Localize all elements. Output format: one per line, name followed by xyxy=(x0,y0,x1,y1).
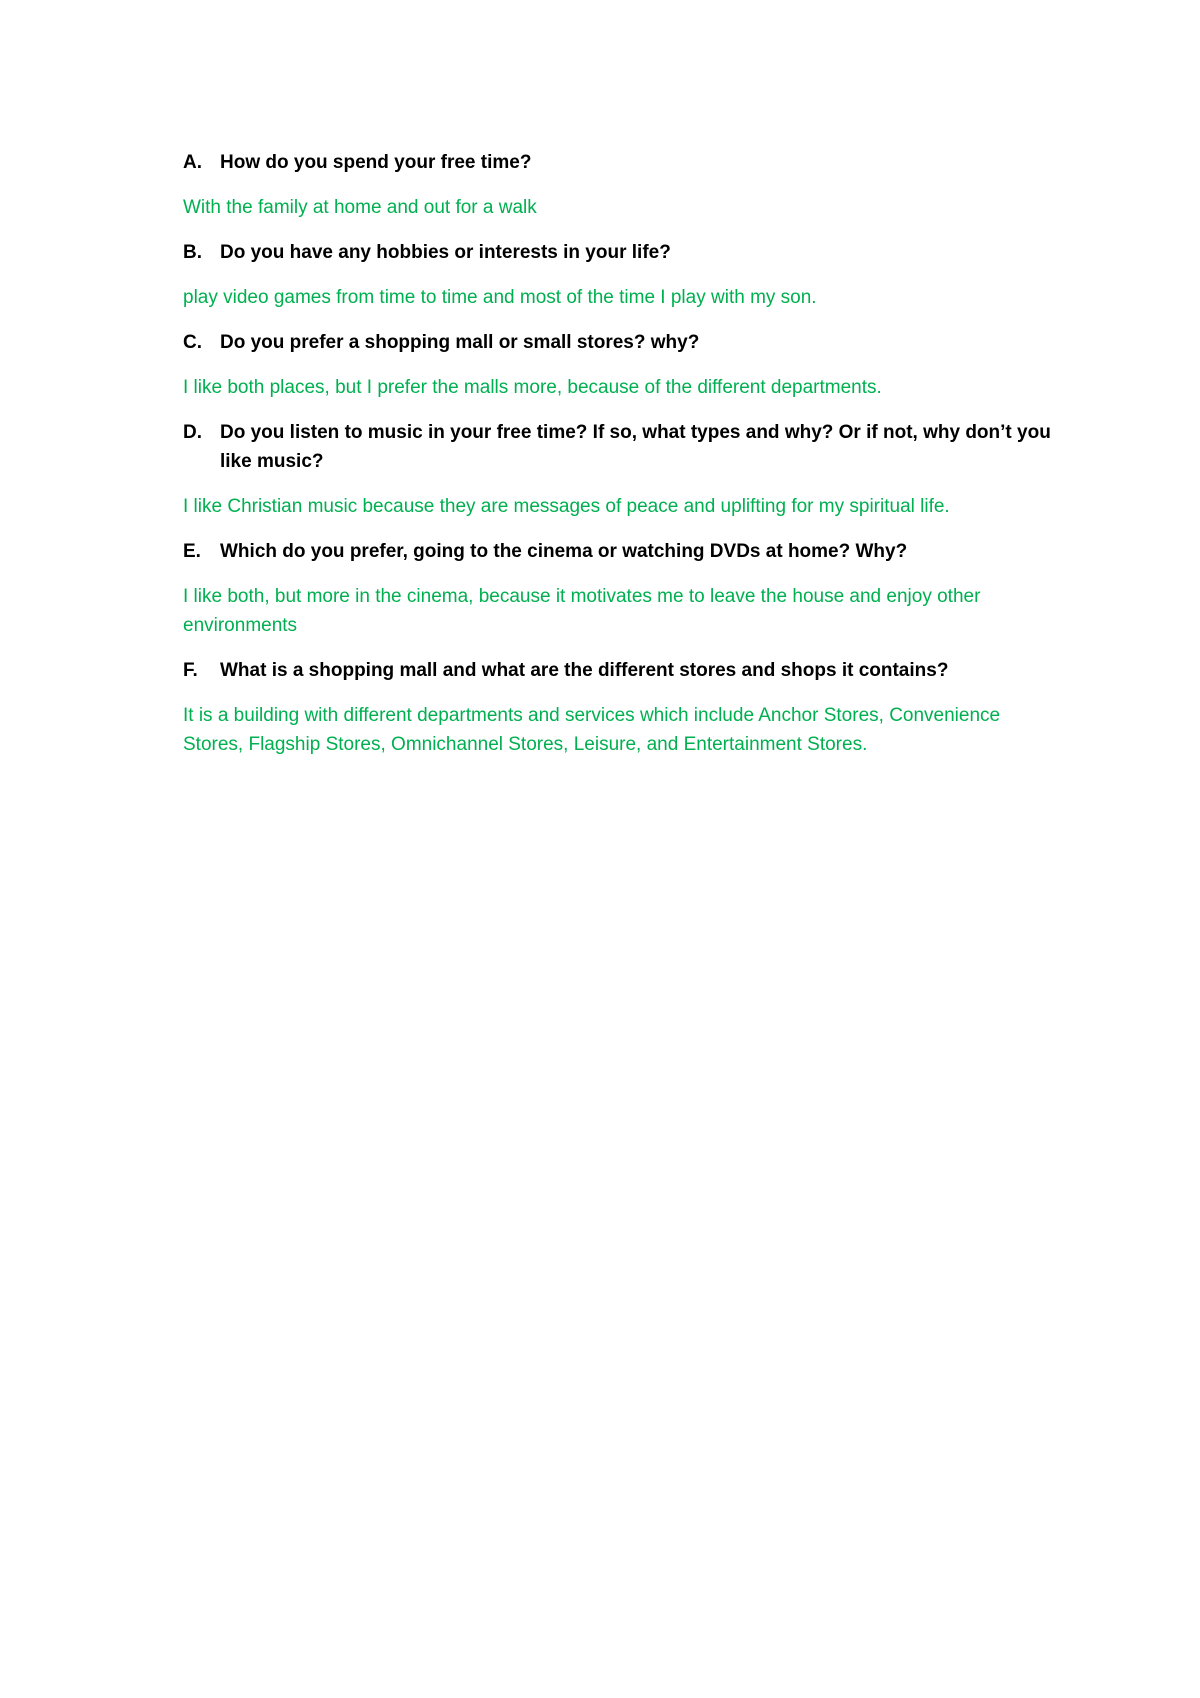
question-item-b xyxy=(183,238,1063,312)
question-letter: F. xyxy=(183,660,198,681)
questionnaire xyxy=(183,148,1063,775)
question-e xyxy=(183,537,1063,566)
question-letter: B. xyxy=(183,242,202,263)
question-item-f xyxy=(183,656,1063,759)
question-item-c xyxy=(183,328,1063,402)
answer-b: play video games from time to time and most of the time I play with my son. xyxy=(183,287,817,308)
question-letter: C. xyxy=(183,332,202,353)
question-text: Do you listen to music in your free time? If so, what types and why? Or if not, why don’t you like music? xyxy=(220,422,1051,472)
answer-d: I like Christian music because they are messages of peace and uplifting for my spiritual life. xyxy=(183,496,950,517)
question-d xyxy=(183,418,1063,476)
question-letter: D. xyxy=(183,422,202,443)
question-text: What is a shopping mall and what are the different stores and shops it contains? xyxy=(220,660,949,681)
question-item-a xyxy=(183,148,1063,222)
question-b xyxy=(183,238,1063,267)
question-a xyxy=(183,148,1063,177)
answer-c: I like both places, but I prefer the malls more, because of the different departments. xyxy=(183,377,882,398)
question-letter: E. xyxy=(183,541,201,562)
question-text: Do you prefer a shopping mall or small stores? why? xyxy=(220,332,700,353)
answer-e: I like both, but more in the cinema, because it motivates me to leave the house and enjoy other environments xyxy=(183,586,981,636)
question-f xyxy=(183,656,1063,685)
question-item-d xyxy=(183,418,1063,521)
answer-f: It is a building with different departments and services which include Anchor Stores, Convenience Stores, Flagship Stores, Omnichannel Stores, Leisure, and Entertainment Stores. xyxy=(183,705,1001,755)
question-text: How do you spend your free time? xyxy=(220,152,532,173)
question-text: Which do you prefer, going to the cinema or watching DVDs at home? Why? xyxy=(220,541,908,562)
question-text: Do you have any hobbies or interests in your life? xyxy=(220,242,671,263)
answer-a: With the family at home and out for a walk xyxy=(183,197,537,218)
question-c xyxy=(183,328,1063,357)
question-item-e xyxy=(183,537,1063,640)
question-letter: A. xyxy=(183,152,202,173)
